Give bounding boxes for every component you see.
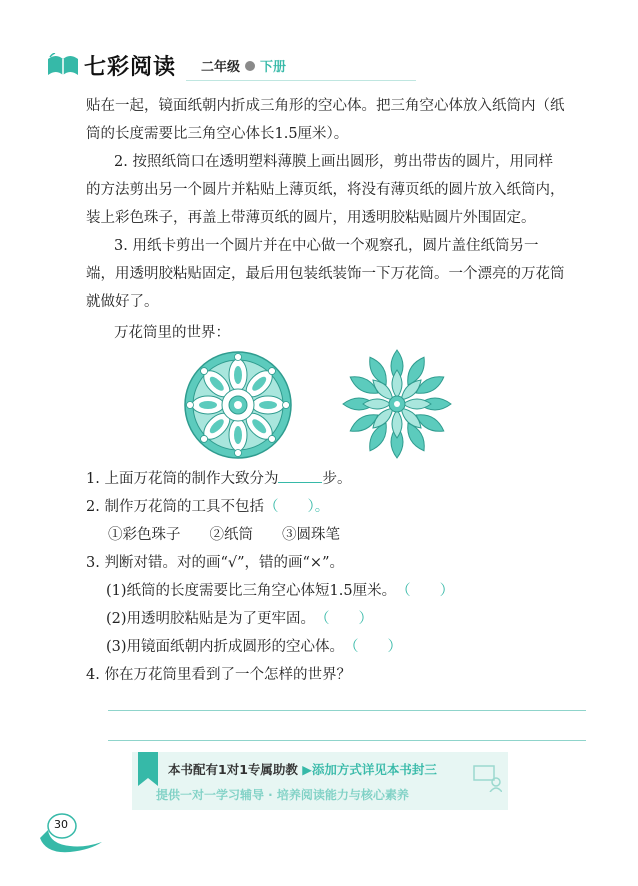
banner-tutor-text: 本书配有1对1专属助教 <box>168 762 298 777</box>
judge-statement: (3)用镜面纸朝内折成圆形的空心体。 <box>106 639 345 655</box>
question-2-text: 2. 制作万花筒的工具不包括 <box>86 499 264 515</box>
grade-text: 二年级 <box>201 60 241 75</box>
term-text: 下册 <box>260 60 287 75</box>
separator-dot-icon <box>245 61 255 71</box>
question-3: 3. 判断对错。对的画“√”，错的画“×”。 <box>86 555 344 571</box>
question-3-item-3 <box>106 636 402 658</box>
passage-line: 贴在一起，镜面纸朝内折成三角形的空心体。把三角空心体放入纸筒内（纸 <box>86 98 565 114</box>
page-header <box>46 44 376 84</box>
answer-paren[interactable]: （ ） <box>344 639 403 655</box>
passage-line: 就做好了。 <box>86 294 159 310</box>
passage-line: 3. 用纸卡剪出一个圆片并在中心做一个观察孔，圆片盖住纸筒另一 <box>114 238 539 254</box>
question-4: 4. 你在万花筒里看到了一个怎样的世界？ <box>86 667 351 683</box>
kaleidoscope-pattern-1 <box>183 350 293 460</box>
book-logo-icon <box>46 53 80 79</box>
passage-paragraph-1 <box>86 92 594 148</box>
brand-title: 七彩阅读 <box>84 55 177 80</box>
question-2 <box>86 496 329 518</box>
answer-paren[interactable]: （ ） <box>315 611 374 627</box>
answer-paren[interactable]: （ ）。 <box>263 499 330 515</box>
banner-line-2: 提供一对一学习辅导 · 培养阅读能力与核心素养 <box>156 788 409 802</box>
passage-paragraph-3 <box>86 232 594 316</box>
logo <box>46 50 176 81</box>
question-1-text: 1. 上面万花筒的制作大致分为 <box>86 471 279 487</box>
passage-line: 筒的长度需要比三角空心体长1.5厘米）。 <box>86 126 349 142</box>
passage-line: 装上彩色珠子，再盖上带薄页纸的圆片，用透明胶粘贴圆片外围固定。 <box>86 210 536 226</box>
passage-line: 的方法剪出另一个圆片并粘贴上薄页纸，将没有薄页纸的圆片放入纸筒内， <box>86 182 565 198</box>
kaleidoscope-pattern-2 <box>342 348 452 460</box>
judge-statement: (2)用透明胶粘贴是为了更牢固。 <box>106 611 316 627</box>
answer-line-2[interactable] <box>108 740 586 741</box>
passage-paragraph-2 <box>86 148 594 232</box>
grade-label <box>201 56 286 75</box>
answer-blank[interactable] <box>278 468 322 483</box>
bookmark-icon <box>138 752 158 786</box>
page-number-badge-icon <box>36 808 106 856</box>
question-1 <box>86 468 351 490</box>
answer-line-1[interactable] <box>108 710 586 711</box>
passage-line: 端，用透明胶粘贴固定，最后用包装纸装饰一下万花筒。一个漂亮的万花筒 <box>86 266 565 282</box>
figure-caption: 万花筒里的世界： <box>114 325 230 341</box>
page-number: 30 <box>54 818 68 831</box>
header-divider <box>186 80 416 81</box>
promo-banner <box>132 752 508 810</box>
question-1-suffix: 步。 <box>322 471 352 487</box>
passage-line: 2. 按照纸筒口在透明塑料薄膜上画出圆形，剪出带齿的圆片，用同样 <box>114 154 553 170</box>
question-2-options: ①彩色珠子 ②纸筒 ③圆珠笔 <box>108 527 340 543</box>
question-3-item-1 <box>106 580 454 602</box>
banner-line-1 <box>168 760 437 778</box>
judge-statement: (1)纸筒的长度需要比三角空心体短1.5厘米。 <box>106 583 397 599</box>
teacher-icon <box>472 762 502 792</box>
banner-howto-text: ▶添加方式详见本书封三 <box>302 762 437 777</box>
answer-paren[interactable]: （ ） <box>396 583 455 599</box>
question-3-item-2 <box>106 608 373 630</box>
